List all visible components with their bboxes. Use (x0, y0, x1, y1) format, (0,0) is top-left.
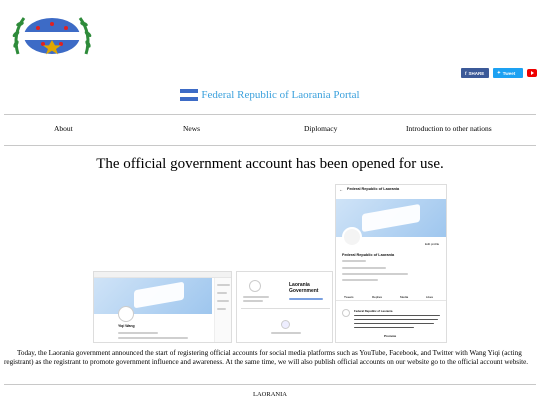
facebook-share-label: SHARE (468, 70, 485, 76)
social-share-bar (461, 68, 537, 78)
article-headline: The official government account has been opened for use. (96, 156, 444, 172)
back-arrow-icon[interactable]: ← (339, 187, 343, 192)
twitter-profile-name: Federal Republic of Laorania (342, 253, 395, 257)
portal-title-link[interactable] (0, 89, 540, 101)
article-body: Today, the Laorania government announced the start of registering official accounts for social media platforms such as YouTube, Facebook, and Twitter with Wang Yiqi (acting registrant) as the registrant to promote government influence and awareness. At the same time, we will also publish official accounts on our website go to the official account website. (4, 349, 529, 366)
tab-replies[interactable]: Replies (372, 295, 383, 299)
footer-text: LAORANIA (253, 391, 287, 398)
youtube-banner (94, 278, 212, 314)
tweet-label: Tweet (502, 70, 516, 76)
promote-button[interactable]: Promote (384, 334, 397, 338)
nav-bottom-divider (4, 145, 536, 146)
youtube-side-panel (214, 278, 232, 343)
youtube-channel-screenshot (93, 271, 232, 343)
facebook-icon: f (465, 70, 467, 76)
tab-media[interactable]: Media (400, 295, 409, 299)
tab-tweets[interactable]: Tweets (344, 295, 354, 299)
facebook-page-title: Laorania Government (289, 282, 319, 294)
facebook-post-icon (281, 320, 290, 329)
tab-likes[interactable]: Likes (426, 295, 434, 299)
nav-item-other-nations[interactable]: Introduction to other nations (406, 124, 492, 133)
twitter-header-name: Federal Republic of Laorania (347, 187, 400, 191)
nav-top-divider (4, 114, 536, 115)
portal-title: Federal Republic of Laorania Portal (201, 89, 360, 101)
youtube-icon[interactable] (527, 69, 537, 77)
nav-item-diplomacy[interactable]: Diplomacy (304, 124, 338, 133)
footer-divider (4, 384, 536, 385)
nav-item-news[interactable]: News (183, 124, 201, 133)
main-nav (0, 124, 540, 138)
facebook-share-button[interactable] (461, 68, 489, 78)
twitter-profile-screenshot (335, 184, 447, 343)
tweet-button[interactable] (493, 68, 523, 78)
twitter-header-bar (336, 185, 447, 199)
laurel-wreath-emblem-icon (10, 10, 94, 64)
laorania-flag-icon (180, 89, 198, 101)
pinned-tweet-author: Federal Republic of Laorania (354, 309, 393, 313)
edit-profile-button[interactable]: Edit profile (425, 242, 440, 246)
twitter-bird-icon: ✦ (497, 70, 501, 75)
facebook-page-avatar (249, 280, 261, 292)
twitter-profile-avatar (342, 227, 362, 247)
twitter-tabs (336, 293, 447, 301)
tweet-author-avatar (342, 309, 350, 317)
facebook-page-screenshot (236, 271, 333, 343)
youtube-channel-avatar (118, 306, 134, 322)
youtube-channel-name: Yiqi Wang (118, 324, 135, 328)
nav-item-about[interactable]: About (54, 124, 73, 133)
